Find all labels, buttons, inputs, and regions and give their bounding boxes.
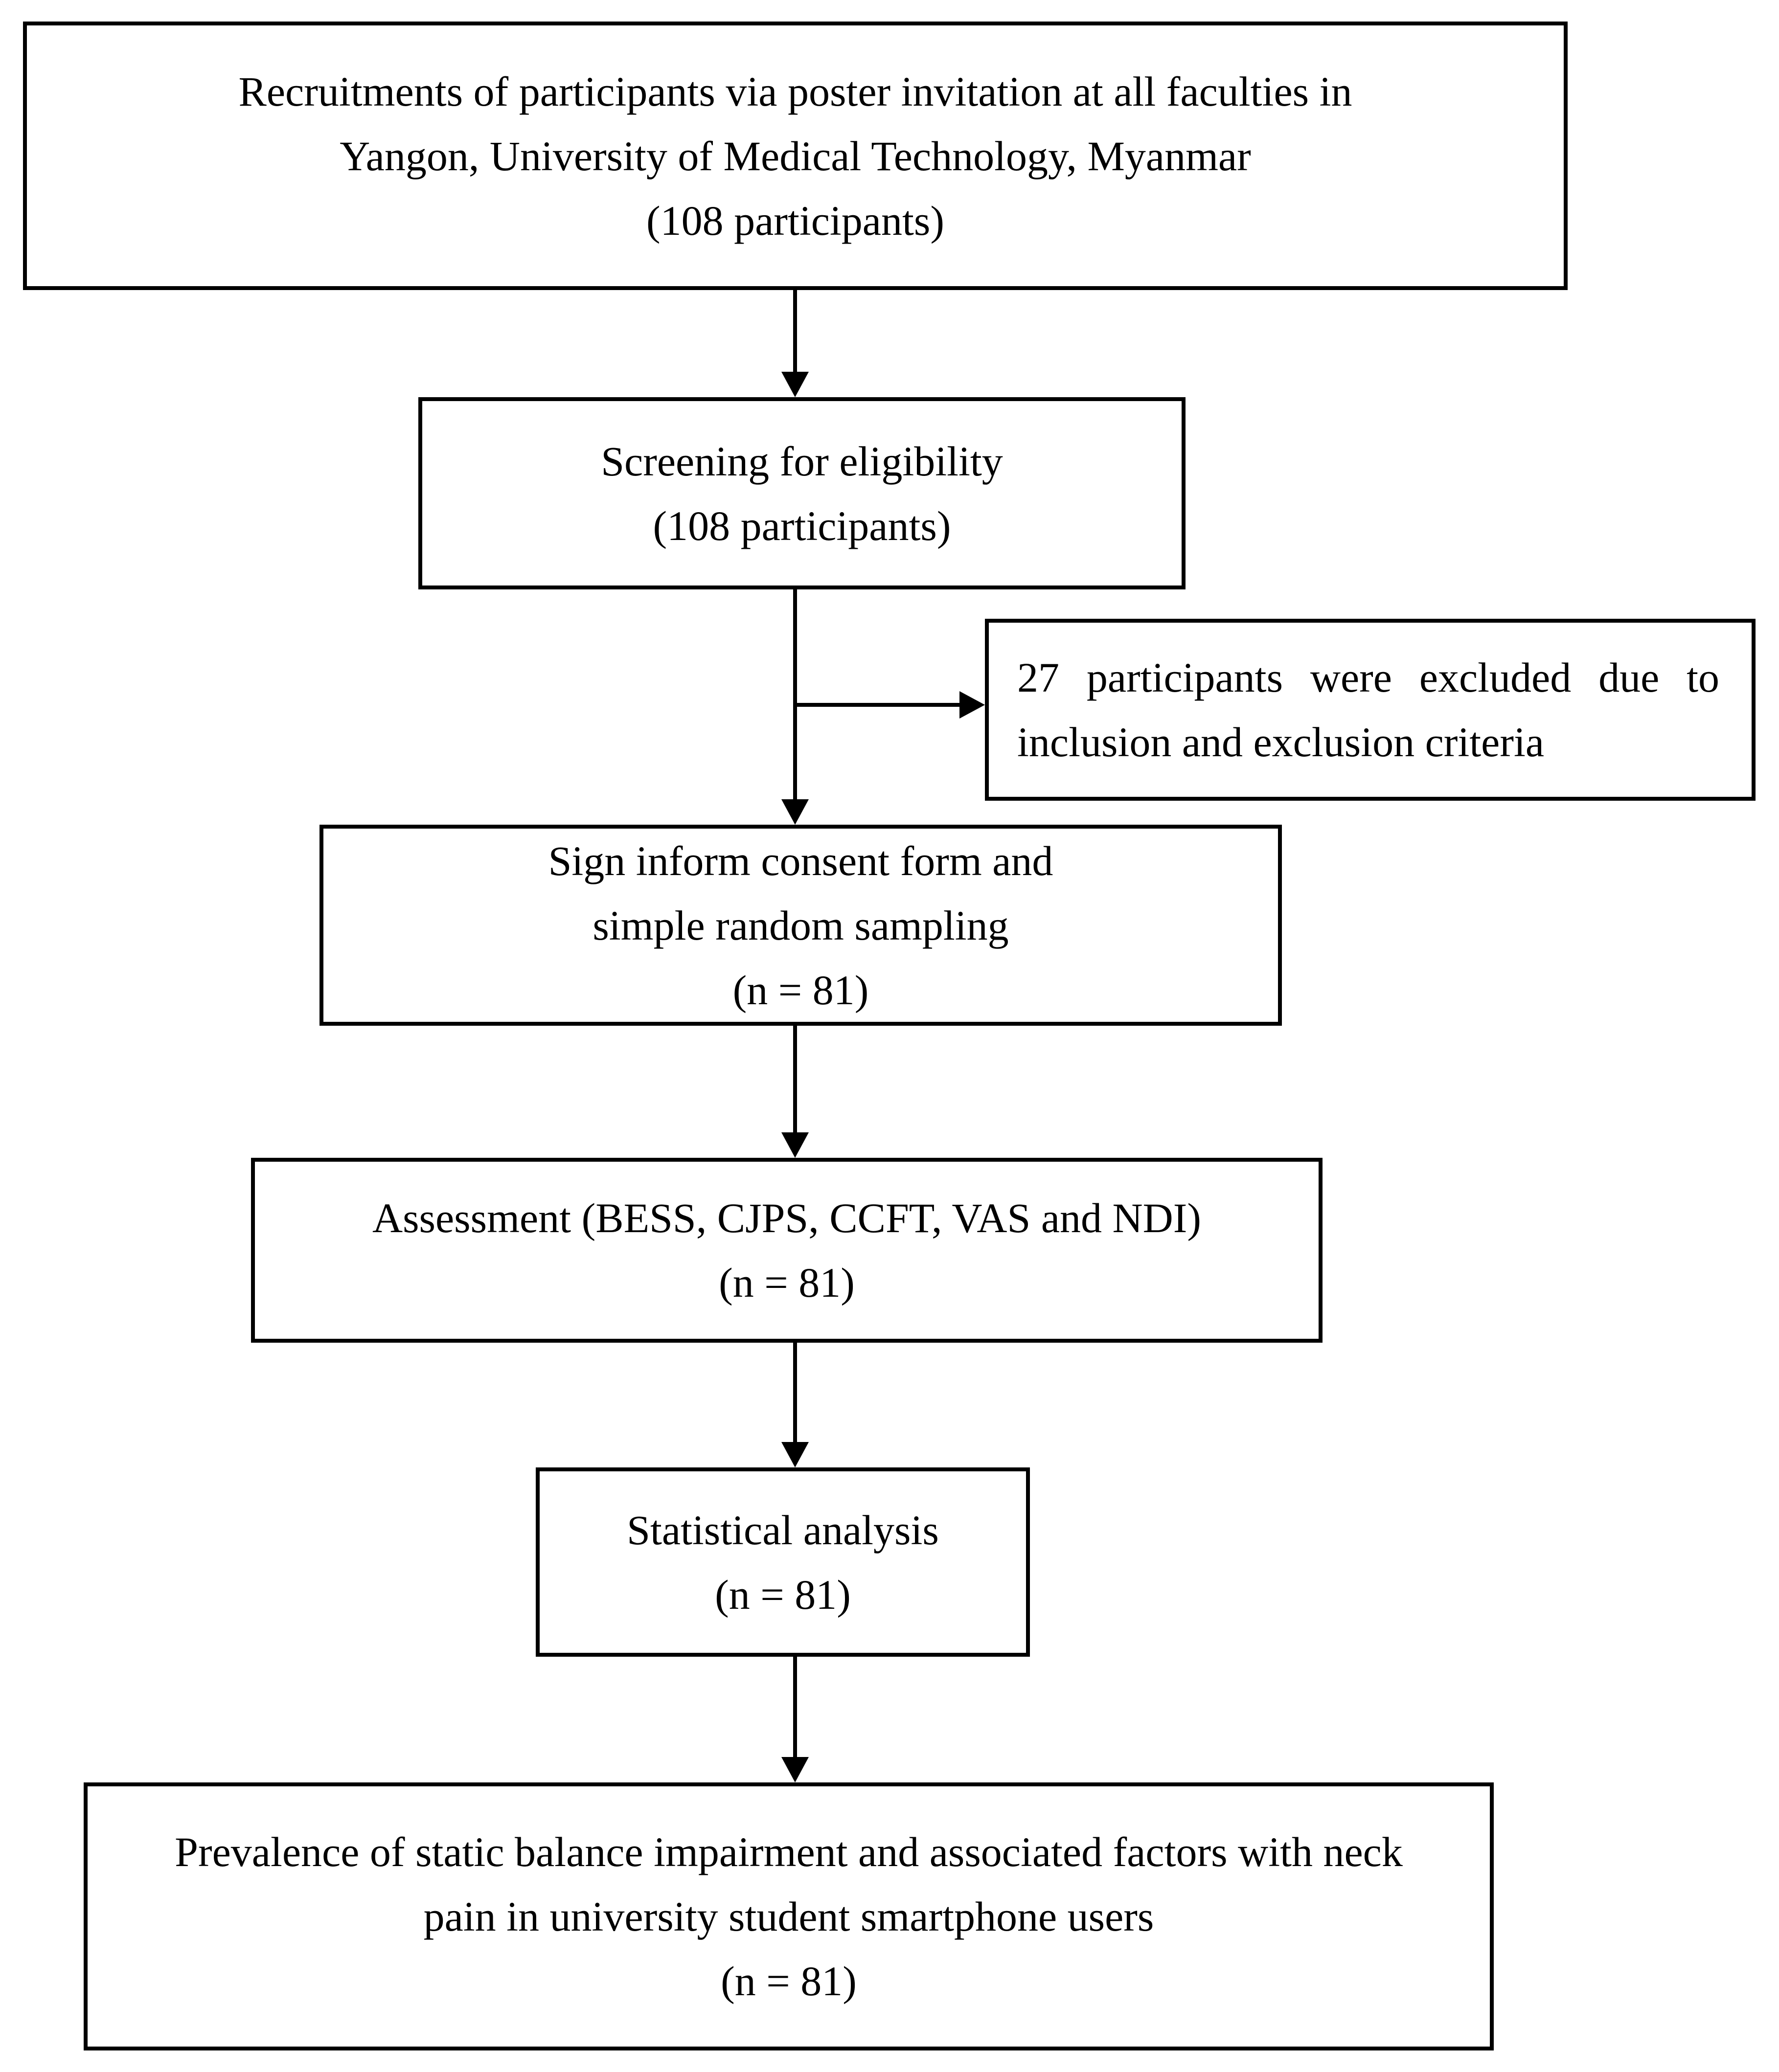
outcome-box xyxy=(84,1782,1494,2050)
consent-line-2: simple random sampling xyxy=(593,901,1009,949)
exclusion-box xyxy=(985,619,1756,801)
arrow-consent-to-assessment-head xyxy=(781,1132,809,1158)
assessment-line-1: Assessment (BESS, CJPS, CCFT, VAS and NDI) xyxy=(372,1194,1202,1241)
recruitment-line-3: (108 participants) xyxy=(646,197,944,244)
outcome-line-1: Prevalence of static balance impairment and associated factors with neck xyxy=(175,1828,1403,1875)
outcome-line-2: pain in university student smartphone users xyxy=(423,1893,1154,1940)
outcome-line-3: (n = 81) xyxy=(721,1958,857,2004)
assessment-line-2: (n = 81) xyxy=(719,1259,855,1306)
recruitment-line-1: Recruitments of participants via poster invitation at all faculties in xyxy=(238,68,1352,115)
arrow-consent-to-assessment-line xyxy=(793,1026,797,1134)
arrow-recruitment-to-screening-line xyxy=(793,290,797,373)
arrow-branch-to-exclusion-line xyxy=(793,703,960,707)
arrow-screening-to-consent-head xyxy=(781,799,809,825)
assessment-box xyxy=(251,1158,1323,1343)
consent-sampling-box xyxy=(319,825,1282,1026)
screening-line-2: (108 participants) xyxy=(653,502,951,549)
arrow-branch-to-exclusion-head xyxy=(959,691,985,719)
statistics-line-2: (n = 81) xyxy=(715,1571,851,1618)
exclusion-line-2: inclusion and exclusion criteria xyxy=(1017,719,1545,766)
arrow-assessment-to-statistics-head xyxy=(781,1442,809,1467)
arrow-screening-to-consent-line xyxy=(793,589,797,800)
statistical-analysis-box xyxy=(536,1467,1030,1657)
arrow-assessment-to-statistics-line xyxy=(793,1343,797,1444)
arrow-recruitment-to-screening-head xyxy=(781,372,809,397)
arrow-statistics-to-outcome-line xyxy=(793,1657,797,1759)
arrow-statistics-to-outcome-head xyxy=(781,1757,809,1782)
recruitment-line-2: Yangon, University of Medical Technology, Myanmar xyxy=(340,132,1251,180)
exclusion-line-1: 27 participants were excluded due to xyxy=(1017,654,1719,701)
recruitment-box xyxy=(23,22,1568,290)
consent-line-1: Sign inform consent form and xyxy=(548,837,1053,884)
screening-line-1: Screening for eligibility xyxy=(601,437,1003,485)
consent-line-3: (n = 81) xyxy=(732,966,869,1013)
screening-box xyxy=(418,397,1186,589)
statistics-line-1: Statistical analysis xyxy=(627,1506,939,1554)
